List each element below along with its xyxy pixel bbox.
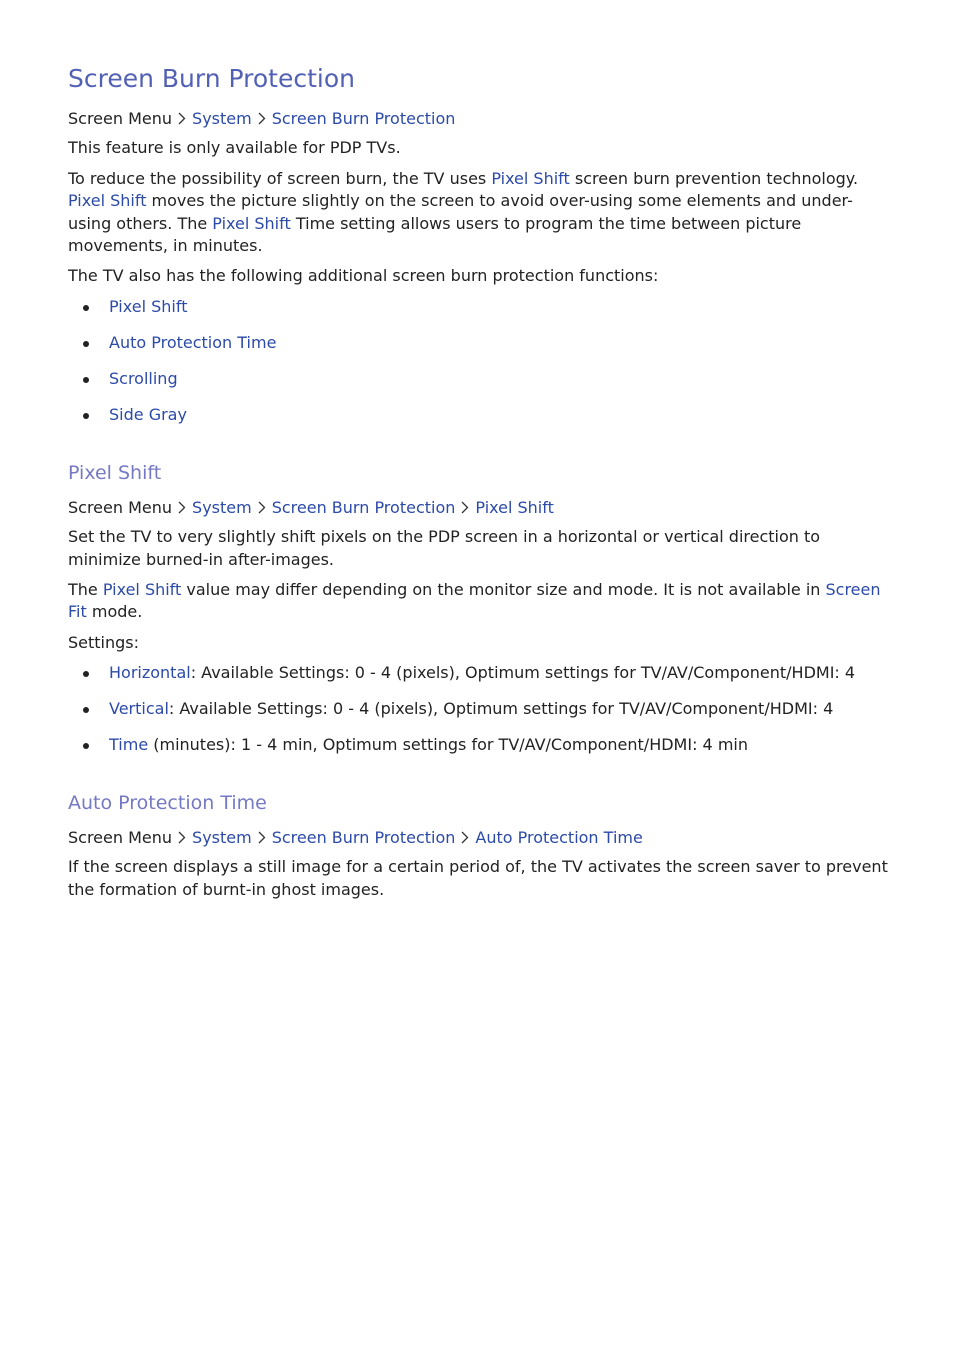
- pixel-shift-section: [68, 460, 888, 756]
- breadcrumb-item-screen-menu: Screen Menu: [68, 109, 173, 128]
- breadcrumb-link-screen-burn-protection[interactable]: Screen Burn Protection: [271, 497, 456, 517]
- availability-note: This feature is only available for PDP TVs.: [68, 138, 401, 158]
- chevron-right-icon: [455, 827, 475, 849]
- breadcrumb-item-screen-menu: Screen Menu: [68, 497, 173, 517]
- functions-intro: The TV also has the following additional screen burn protection functions:: [68, 266, 659, 286]
- breadcrumb-link-pixel-shift[interactable]: Pixel Shift: [475, 497, 554, 517]
- breadcrumb-item-screen-menu: Screen Menu: [68, 827, 173, 847]
- document-page: [68, 62, 888, 909]
- intro-paragraph: [68, 168, 888, 258]
- text-segment: The: [68, 580, 103, 600]
- pixel-shift-note: [68, 579, 888, 624]
- breadcrumb-link-screen-burn-protection[interactable]: Screen Burn Protection: [271, 109, 456, 128]
- breadcrumb-link-system[interactable]: System: [192, 827, 252, 847]
- chevron-right-icon: [252, 827, 272, 849]
- screen-fit-link[interactable]: Screen Fit: [68, 580, 881, 622]
- setting-link-horizontal[interactable]: Horizontal: [109, 662, 191, 682]
- bullet-icon: [83, 341, 89, 347]
- feature-link-auto-protection-time[interactable]: Auto Protection Time: [109, 332, 277, 352]
- list-item: [68, 404, 888, 426]
- text-segment: value may differ depending on the monitor size and mode. It is not available in: [181, 580, 826, 600]
- chevron-right-icon: [455, 497, 475, 519]
- setting-link-vertical[interactable]: Vertical: [109, 698, 169, 718]
- text-segment: To reduce the possibility of screen burn, the TV uses: [68, 168, 492, 188]
- settings-list: [68, 662, 888, 756]
- setting-description: : Available Settings: 0 - 4 (pixels), Optimum settings for TV/AV/Component/HDMI: 4: [190, 662, 856, 682]
- bullet-icon: [83, 305, 89, 311]
- feature-link-scrolling[interactable]: Scrolling: [109, 368, 178, 388]
- breadcrumb-link-screen-burn-protection[interactable]: Screen Burn Protection: [271, 827, 456, 847]
- breadcrumb-link-auto-protection-time[interactable]: Auto Protection Time: [475, 827, 643, 847]
- list-item: [68, 296, 888, 318]
- bullet-icon: [83, 413, 89, 419]
- text-segment: Time setting allows users to program the time between picture movements, in minutes.: [68, 213, 802, 256]
- text-segment: mode.: [86, 602, 143, 622]
- section-heading-auto-protection-time: Auto Protection Time: [68, 791, 267, 814]
- list-item: [68, 332, 888, 354]
- bullet-icon: [83, 707, 89, 713]
- list-item: [68, 734, 888, 756]
- breadcrumb: [68, 497, 888, 519]
- chevron-right-icon: [172, 497, 192, 519]
- bullet-icon: [83, 377, 89, 383]
- bullet-icon: [83, 743, 89, 749]
- chevron-right-icon: [252, 108, 272, 130]
- pixel-shift-link[interactable]: Pixel Shift: [68, 191, 147, 211]
- feature-link-side-gray[interactable]: Side Gray: [109, 404, 187, 424]
- setting-description: : Available Settings: 0 - 4 (pixels), Optimum settings for TV/AV/Component/HDMI: 4: [168, 698, 834, 718]
- page-title: Screen Burn Protection: [68, 64, 355, 93]
- chevron-right-icon: [252, 497, 272, 519]
- pixel-shift-link[interactable]: Pixel Shift: [212, 213, 291, 233]
- text-segment: screen burn prevention technology.: [569, 168, 859, 188]
- section-heading-pixel-shift: Pixel Shift: [68, 461, 162, 484]
- feature-link-pixel-shift[interactable]: Pixel Shift: [109, 296, 188, 316]
- chevron-right-icon: [172, 108, 192, 130]
- setting-description: (minutes): 1 - 4 min, Optimum settings for TV/AV/Component/HDMI: 4 min: [148, 734, 748, 754]
- chevron-right-icon: [172, 827, 192, 849]
- text-segment: moves the picture slightly on the screen to avoid over-using some elements and under-using others. The: [68, 191, 853, 233]
- breadcrumb-link-system[interactable]: System: [192, 109, 252, 128]
- auto-protection-section: [68, 790, 888, 901]
- list-item: [68, 662, 888, 684]
- breadcrumb: [68, 827, 888, 849]
- bullet-icon: [83, 671, 89, 677]
- breadcrumb: [68, 108, 888, 130]
- pixel-shift-description: Set the TV to very slightly shift pixels on the PDP screen in a horizontal or vertical direction to minimize burned-in after-images.: [68, 527, 821, 569]
- pixel-shift-link[interactable]: Pixel Shift: [102, 580, 182, 600]
- settings-label: Settings:: [68, 632, 140, 652]
- pixel-shift-link[interactable]: Pixel Shift: [491, 168, 570, 188]
- list-item: [68, 698, 888, 720]
- breadcrumb-link-system[interactable]: System: [192, 497, 252, 517]
- feature-list: [68, 296, 888, 426]
- setting-link-time[interactable]: Time: [109, 734, 149, 754]
- list-item: [68, 368, 888, 390]
- auto-protection-description: If the screen displays a still image for a certain period of, the TV activates the screen saver to prevent the formation of burnt-in ghost images.: [68, 857, 888, 899]
